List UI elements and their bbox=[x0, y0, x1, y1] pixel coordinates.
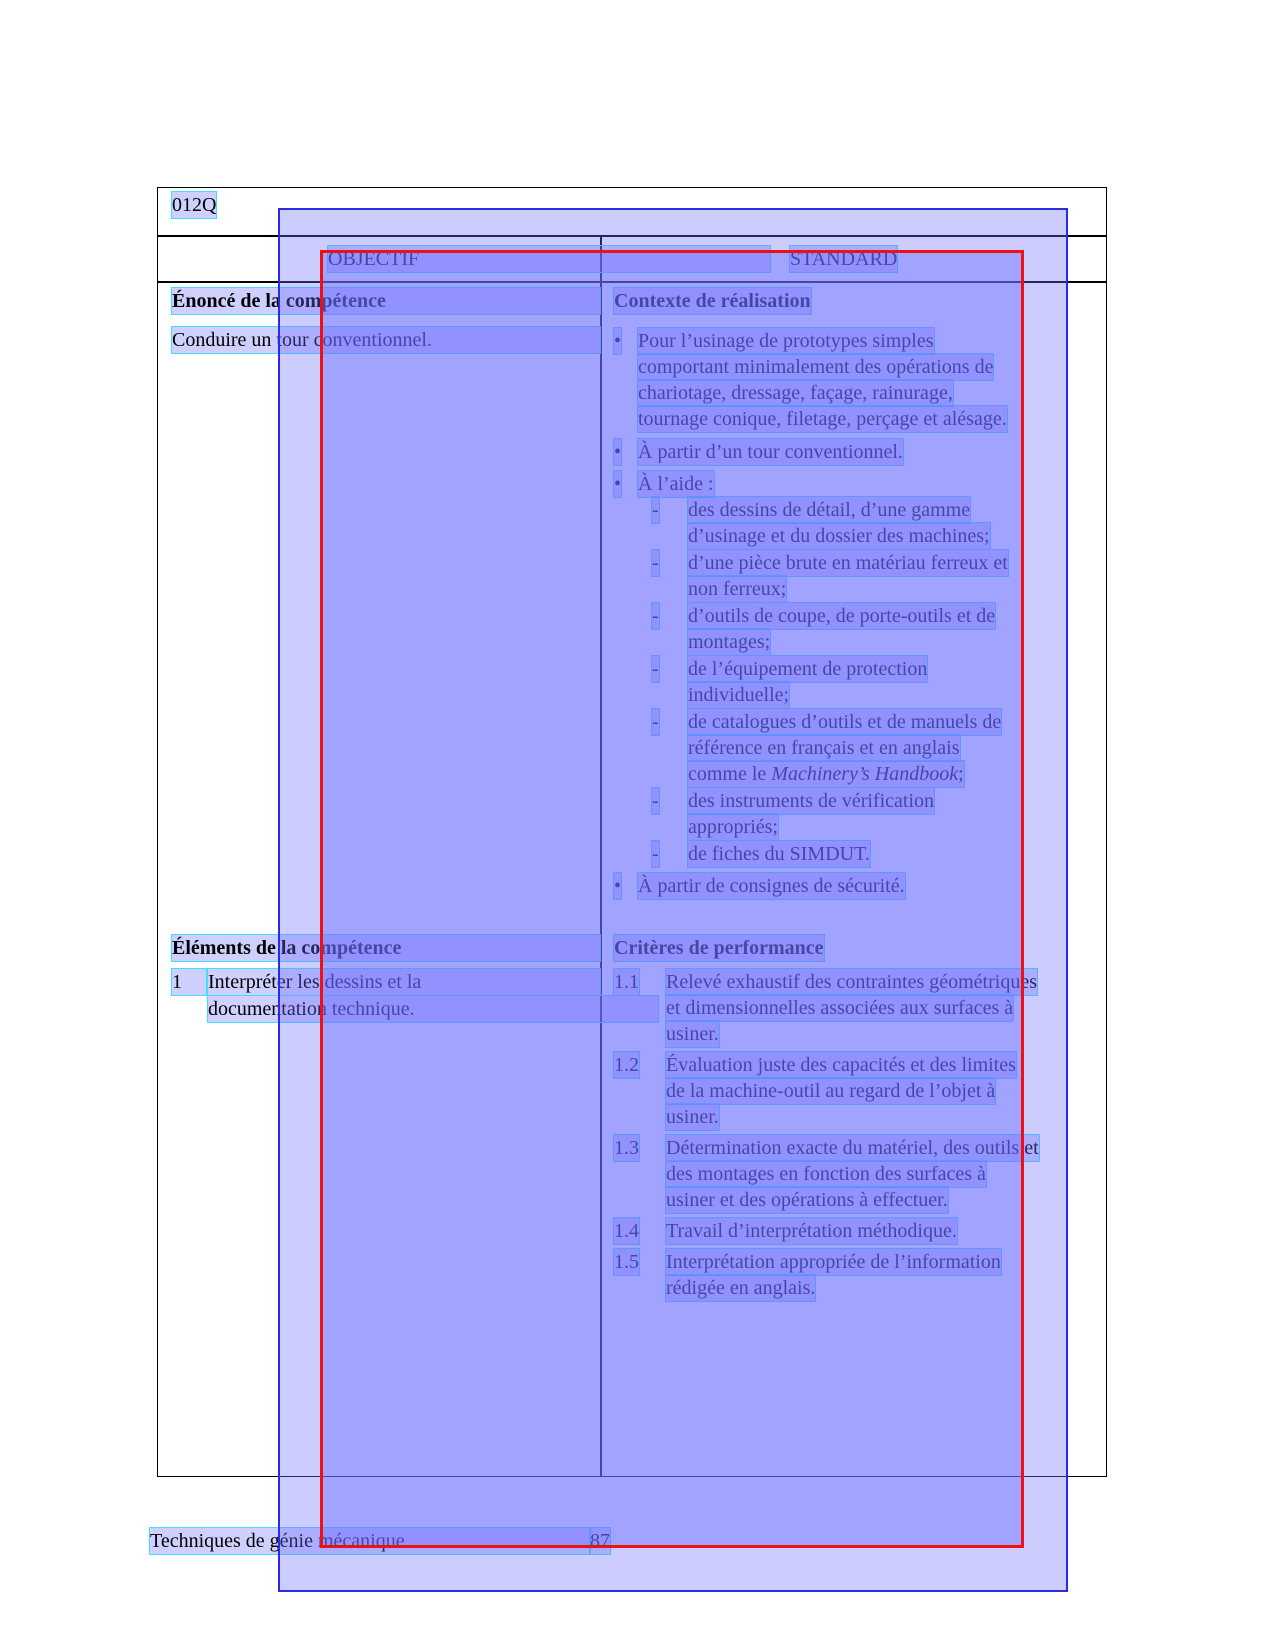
sub-dash: - bbox=[652, 843, 659, 865]
critere-number: 1.4 bbox=[614, 1220, 639, 1242]
sub-dash: - bbox=[652, 552, 659, 574]
sub5-line3: comme le Machinery’s Handbook; bbox=[688, 763, 964, 785]
sub6-line2: appropriés; bbox=[688, 816, 778, 838]
critere-number: 1.1 bbox=[614, 971, 639, 993]
critere-1-5-line1: Interprétation appropriée de l’information bbox=[666, 1251, 1001, 1273]
critere-1-2-line3: usiner. bbox=[666, 1106, 719, 1128]
sub-dash: - bbox=[652, 711, 659, 733]
sub4-line1: de l’équipement de protection bbox=[688, 658, 928, 680]
critere-1-1-line1: Relevé exhaustif des contraintes géométriques bbox=[666, 971, 1037, 993]
bullet2: À partir d’un tour conventionnel. bbox=[638, 441, 903, 463]
critere-1-1-line2: et dimensionnelles associées aux surfaces à bbox=[666, 997, 1014, 1019]
critere-1-5-line2: rédigée en anglais. bbox=[666, 1277, 816, 1299]
sub-dash: - bbox=[652, 658, 659, 680]
bullet1-line2: comportant minimalement des opérations de bbox=[638, 356, 994, 378]
sub3-line1: d’outils de coupe, de porte-outils et de bbox=[688, 605, 996, 627]
elements-title: Éléments de la compétence bbox=[172, 935, 600, 961]
critere-1-1-line3: usiner. bbox=[666, 1023, 719, 1045]
footer-program: Techniques de génie mécanique bbox=[150, 1528, 590, 1554]
bullet1-line4: tournage conique, filetage, perçage et alésage. bbox=[638, 408, 1007, 430]
critere-1-3-line3: usiner et des opérations à effectuer. bbox=[666, 1189, 948, 1211]
bullet-dot: • bbox=[614, 441, 622, 463]
critere-1-2-line2: de la machine-outil au regard de l’objet à bbox=[666, 1080, 996, 1102]
header-standard: STANDARD bbox=[790, 248, 898, 270]
sub2-line1: d’une pièce brute en matériau ferreux et bbox=[688, 552, 1008, 574]
sub-dash: - bbox=[652, 499, 659, 521]
bullet-dot: • bbox=[614, 330, 622, 352]
element-line2: documentation technique. bbox=[208, 996, 658, 1022]
critere-number: 1.5 bbox=[614, 1251, 639, 1273]
sub1-line1: des dessins de détail, d’une gamme bbox=[688, 499, 971, 521]
enonce-title: Énoncé de la compétence bbox=[172, 288, 600, 314]
critere-1-3-line2: des montages en fonction des surfaces à bbox=[666, 1163, 986, 1185]
sub6-line1: des instruments de vérification bbox=[688, 790, 935, 812]
bullet-dot: • bbox=[614, 875, 622, 897]
sub3-line2: montages; bbox=[688, 631, 771, 653]
enonce-text: Conduire un tour conventionnel. bbox=[172, 327, 600, 353]
critere-1-2-line1: Évaluation juste des capacités et des limites bbox=[666, 1054, 1016, 1076]
sub-dash: - bbox=[652, 790, 659, 812]
criteres-title: Critères de performance bbox=[614, 937, 824, 959]
sub5-line2: référence en français et en anglais bbox=[688, 737, 960, 759]
bullet-dot: • bbox=[614, 473, 622, 495]
bullet3: À l’aide : bbox=[638, 473, 714, 495]
sub5-line1: de catalogues d’outils et de manuels de bbox=[688, 711, 1002, 733]
footer-page-number: 87 bbox=[590, 1530, 610, 1552]
contexte-title: Contexte de réalisation bbox=[614, 290, 811, 312]
critere-number: 1.3 bbox=[614, 1137, 639, 1159]
sub1-line2: d’usinage et du dossier des machines; bbox=[688, 525, 990, 547]
bullet4: À partir de consignes de sécurité. bbox=[638, 875, 905, 897]
element-number: 1 bbox=[172, 969, 206, 995]
critere-number: 1.2 bbox=[614, 1054, 639, 1076]
critere-1-4-line1: Travail d’interprétation méthodique. bbox=[666, 1220, 957, 1242]
bullet1-line1: Pour l’usinage de prototypes simples bbox=[638, 330, 934, 352]
course-code: 012Q bbox=[172, 194, 217, 216]
sub7-line1: de fiches du SIMDUT. bbox=[688, 843, 870, 865]
bullet1-line3: chariotage, dressage, façage, rainurage, bbox=[638, 382, 953, 404]
sub-dash: - bbox=[652, 605, 659, 627]
sub4-line2: individuelle; bbox=[688, 684, 790, 706]
element-line1: Interpréter les dessins et la bbox=[208, 969, 600, 995]
header-objective: OBJECTIF bbox=[328, 246, 770, 272]
critere-1-3-line1: Détermination exacte du matériel, des outils et bbox=[666, 1137, 1039, 1159]
sub2-line2: non ferreux; bbox=[688, 578, 787, 600]
text-region-overlay bbox=[320, 250, 1024, 1548]
